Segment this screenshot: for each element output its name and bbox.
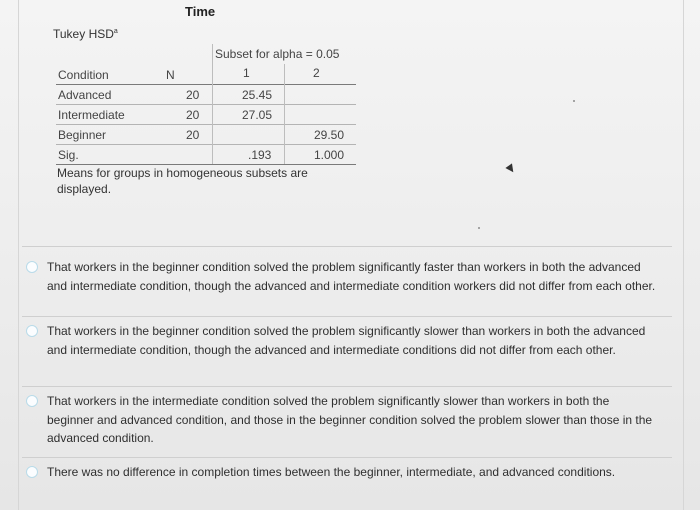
row-subset-1: 27.05: [242, 108, 273, 122]
table-caption: [53, 27, 118, 41]
column-header-subset-1: 1: [243, 66, 250, 80]
table-rule: [56, 124, 356, 125]
row-n: 20: [186, 108, 200, 122]
radio-button-icon[interactable]: [26, 261, 38, 273]
options-divider: [22, 386, 672, 387]
table-footnote: Means for groups in homogeneous subsets are displayed.: [57, 166, 308, 196]
subset-header: Subset for alpha = 0.05: [215, 47, 340, 61]
options-divider: [22, 457, 672, 458]
row-condition: Sig.: [58, 148, 79, 162]
options-divider: [22, 316, 672, 317]
table-col-line: [212, 44, 213, 164]
row-condition: Beginner: [58, 128, 107, 142]
answer-option-text: That workers in the beginner condition solved the problem significantly slower than workers in both the advanced and intermediate condition, though the advanced and intermediate conditions did not differ from each other.: [47, 324, 646, 357]
answer-option-d[interactable]: [26, 463, 656, 482]
row-subset-1: .193: [248, 148, 272, 162]
row-n: 20: [186, 88, 200, 102]
column-header-condition: Condition: [58, 68, 109, 82]
answer-option-text: That workers in the beginner condition solved the problem significantly faster than workers in both the advanced and intermediate condition, though the advanced and intermediate condition workers did not differ from each other.: [47, 260, 656, 293]
radio-button-icon[interactable]: [26, 466, 38, 478]
table-rule: [56, 84, 356, 85]
answer-option-text: That workers in the intermediate condition solved the problem significantly slower than workers in both the beginner and advanced condition, and those in the beginner condition solved the problem slower than those in the advanced condition.: [47, 394, 653, 445]
speck: [478, 227, 480, 229]
row-subset-2: 29.50: [314, 128, 345, 142]
column-header-n: N: [166, 68, 175, 82]
row-subset-2: 1.000: [314, 148, 345, 162]
table-col-line: [284, 64, 285, 164]
table-rule: [56, 144, 356, 145]
answer-option-b[interactable]: [26, 322, 656, 359]
column-header-subset-2: 2: [313, 66, 320, 80]
caption-superscript: a: [113, 28, 118, 35]
row-subset-1: 25.45: [242, 88, 273, 102]
row-condition: Advanced: [58, 88, 112, 102]
caption-text: Tukey HSD: [53, 27, 114, 41]
answer-option-a[interactable]: [26, 258, 656, 295]
row-condition: Intermediate: [58, 108, 125, 122]
answer-option-c[interactable]: [26, 392, 656, 448]
speck: [573, 100, 575, 102]
radio-button-icon[interactable]: [26, 325, 38, 337]
radio-button-icon[interactable]: [26, 395, 38, 407]
options-divider: [22, 246, 672, 247]
row-n: 20: [186, 128, 200, 142]
answer-option-text: There was no difference in completion times between the beginner, intermediate, and advanced conditions.: [47, 465, 616, 479]
table-rule: [56, 104, 356, 105]
table-title: Time: [185, 4, 216, 19]
